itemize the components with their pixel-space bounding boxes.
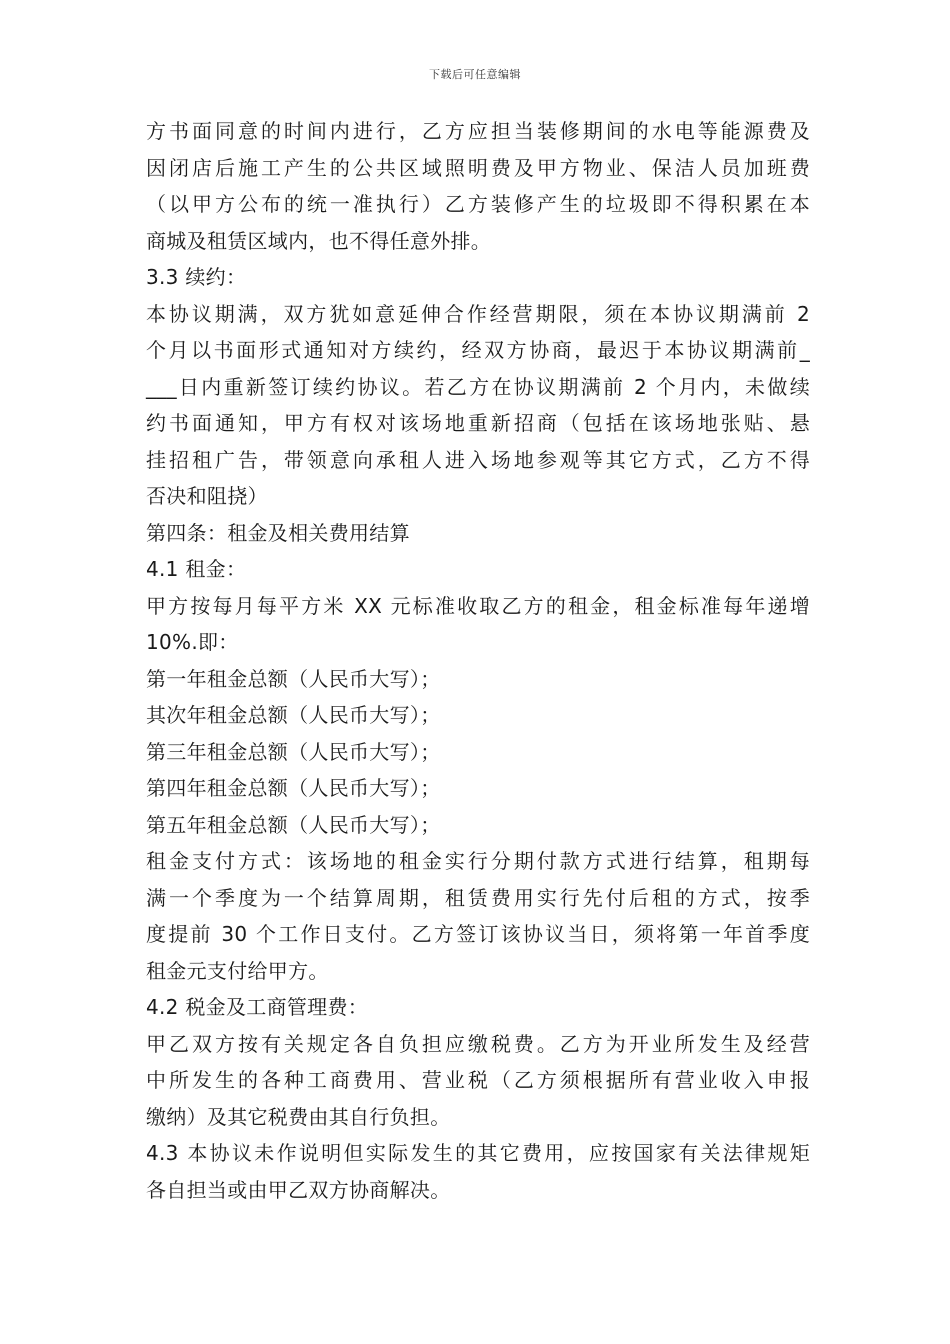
text-line: 方书面同意的时间内进行，乙方应担当装修期间的水电等能源费及 <box>146 119 810 143</box>
text-line: 否决和阻挠） <box>146 484 268 508</box>
text-line: 缴纳）及其它税费由其自行负担。 <box>146 1104 451 1129</box>
text-line: 个月以书面形式通知对方续约，经双方协商，最迟于本协议期满前_ <box>146 338 810 362</box>
section-heading: 3.3 续约： <box>146 265 247 289</box>
text-line: ___日内重新签订续约协议。若乙方在协议期满前 2 个月内，未做续 <box>146 374 810 399</box>
text-line: 4.3 本协议未作说明但实际发生的其它费用，应按国家有关法律规矩 <box>146 1141 810 1165</box>
text-line: 满一个季度为一个结算周期，租赁费用实行先付后租的方式，按季 <box>146 885 810 910</box>
rent-year-line: 第三年租金总额（人民币大写）； <box>146 739 441 764</box>
rent-year-line: 第一年租金总额（人民币大写）； <box>146 666 441 691</box>
text-line: 10%.即： <box>146 630 239 654</box>
text-line: 中所发生的各种工商费用、营业税（乙方须根据所有营业收入申报 <box>146 1068 810 1092</box>
text-line: （以甲方公布的统一准执行）乙方装修产生的垃圾即不得积累在本 <box>146 192 810 216</box>
section-heading: 4.1 租金： <box>146 557 247 581</box>
rent-year-line: 第四年租金总额（人民币大写）； <box>146 776 441 800</box>
text-line: 甲方按每月每平方米 XX 元标准收取乙方的租金，租金标准每年递增 <box>146 593 810 618</box>
rent-year-line: 第五年租金总额（人民币大写）； <box>146 812 441 837</box>
document-body <box>146 113 810 1208</box>
text-line: 度提前 30 个工作日支付。乙方签订该协议当日，须将第一年首季度 <box>146 922 810 946</box>
text-line: 甲乙双方按有关规定各自负担应缴税费。乙方为开业所发生及经营 <box>146 1031 810 1056</box>
rent-year-line: 其次年租金总额（人民币大写）； <box>146 703 441 727</box>
text-line: 本协议期满，双方犹如意延伸合作经营期限，须在本协议期满前 2 <box>146 301 810 326</box>
page-header: 下载后可任意编辑 <box>429 68 521 81</box>
text-line: 各自担当或由甲乙双方协商解决。 <box>146 1177 451 1202</box>
text-line: 租金元支付给甲方。 <box>146 958 329 983</box>
text-line: 约书面通知，甲方有权对该场地重新招商（包括在该场地张贴、悬 <box>146 411 810 435</box>
text-line: 因闭店后施工产生的公共区域照明费及甲方物业、保洁人员加班费 <box>146 155 810 180</box>
section-heading: 4.2 税金及工商管理费： <box>146 995 369 1019</box>
text-line: 商城及租赁区域内，也不得任意外排。 <box>146 228 492 253</box>
text-line: 挂招租广告，带领意向承租人进入场地参观等其它方式，乙方不得 <box>146 447 810 472</box>
text-line: 租金支付方式：该场地的租金实行分期付款方式进行结算，租期每 <box>146 849 810 873</box>
article-heading: 第四条：租金及相关费用结算 <box>146 520 410 545</box>
